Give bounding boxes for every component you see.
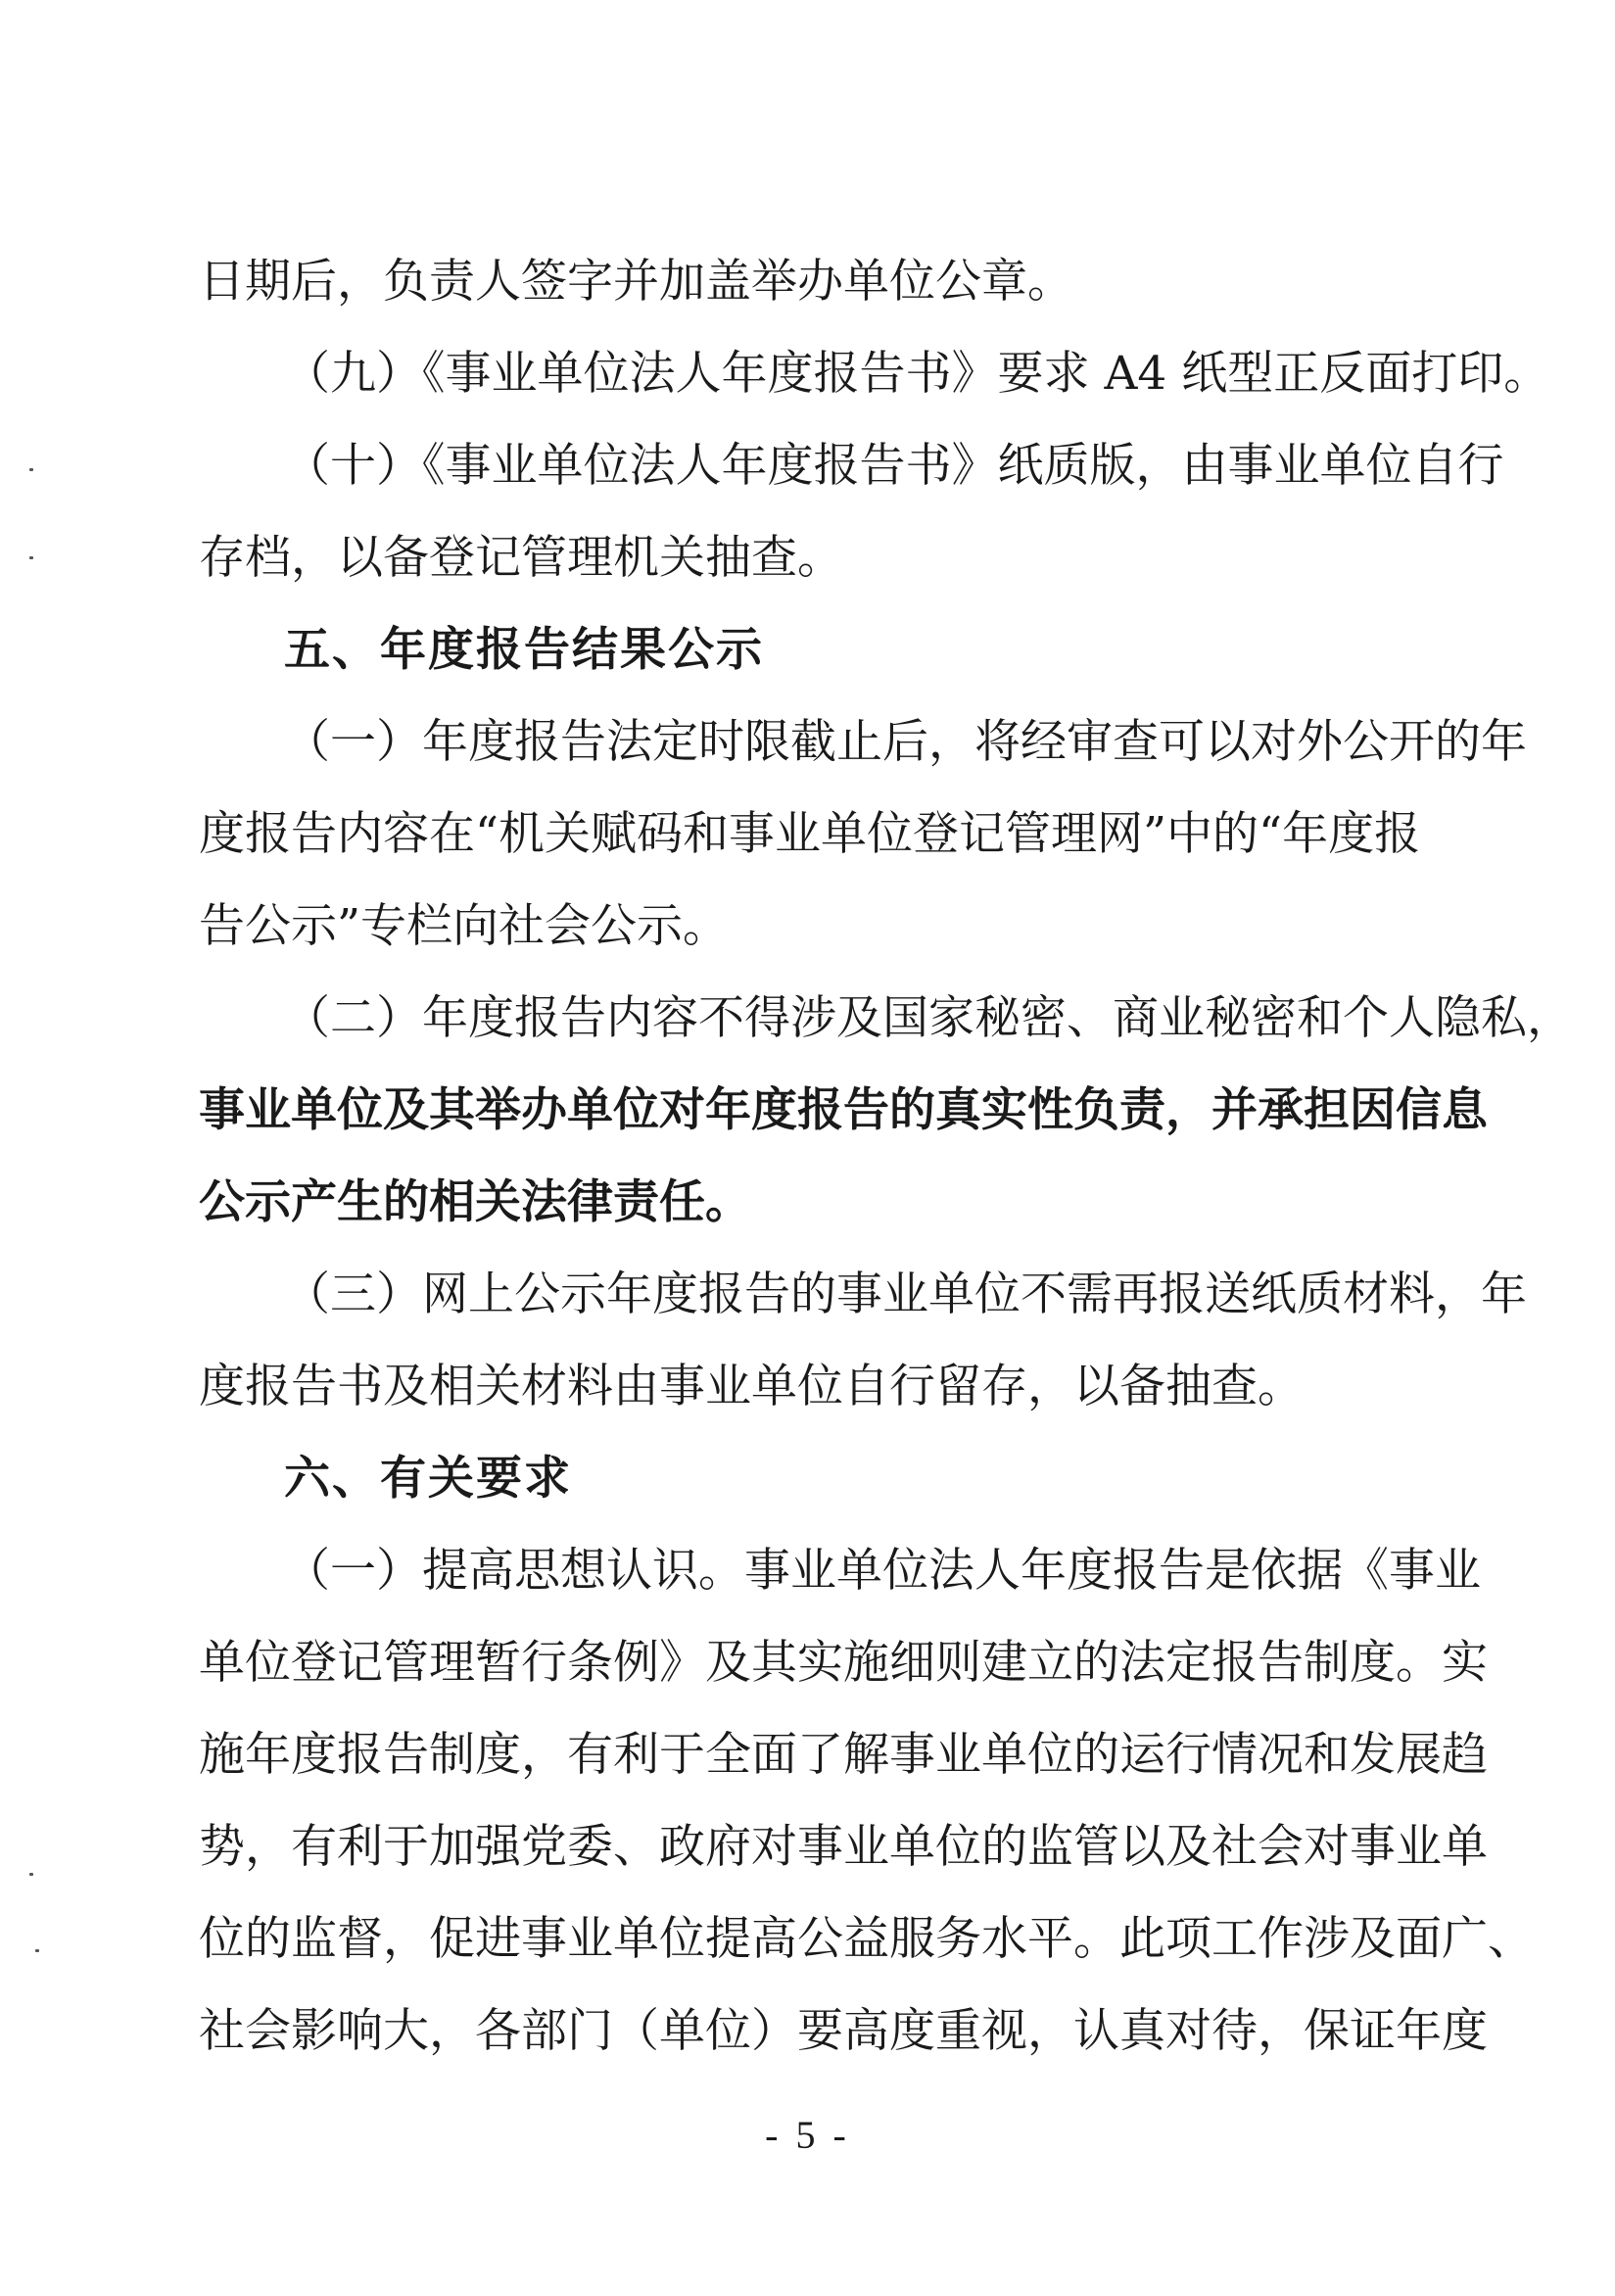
scan-speck	[29, 468, 33, 471]
paragraph-line: （一）年度报告法定时限截止后，将经审查可以对外公开的年	[284, 715, 1527, 769]
paragraph-line: 社会影响大，各部门（单位）要高度重视，认真对待，保证年度	[199, 2004, 1488, 2058]
paragraph-line: 施年度报告制度，有利于全面了解事业单位的运行情况和发展趋	[199, 1728, 1488, 1782]
scan-speck	[29, 1873, 33, 1876]
paragraph-line: 势，有利于加强党委、政府对事业单位的监管以及社会对事业单	[199, 1820, 1488, 1874]
paragraph-line: 告公示”专栏向社会公示。	[199, 899, 730, 953]
section-heading: 五、年度报告结果公示	[284, 623, 764, 677]
paragraph-line: （十）《事业单位法人年度报告书》纸质版，由事业单位自行	[284, 439, 1504, 493]
scan-speck	[35, 1949, 39, 1952]
section-heading: 六、有关要求	[284, 1452, 572, 1506]
paragraph-line: 日期后，负责人签字并加盖举办单位公章。	[199, 255, 1073, 309]
paragraph-line: 存档，以备登记管理机关抽查。	[199, 531, 843, 585]
paragraph-line: （九）《事业单位法人年度报告书》要求 A4 纸型正反面打印。	[284, 347, 1550, 401]
paragraph-line: 度报告书及相关材料由事业单位自行留存，以备抽查。	[199, 1360, 1304, 1413]
paragraph-line: （三）网上公示年度报告的事业单位不需再报送纸质材料，年	[284, 1268, 1527, 1321]
paragraph-line: （一）提高思想认识。事业单位法人年度报告是依据《事业	[284, 1544, 1481, 1598]
paragraph-line-bold: 事业单位及其举办单位对年度报告的真实性负责，并承担因信息	[199, 1083, 1488, 1137]
scan-speck	[29, 556, 33, 559]
paragraph-line: （二）年度报告内容不得涉及国家秘密、商业秘密和个人隐私，	[284, 991, 1573, 1045]
paragraph-line: 单位登记管理暂行条例》及其实施细则建立的法定报告制度。实	[199, 1636, 1488, 1690]
paragraph-line: 度报告内容在“机关赋码和事业单位登记管理网”中的“年度报	[199, 807, 1421, 861]
paragraph-line-bold: 公示产生的相关法律责任。	[199, 1175, 751, 1229]
page-number: - 5 -	[765, 2113, 850, 2157]
paragraph-line: 位的监督，促进事业单位提高公益服务水平。此项工作涉及面广、	[199, 1912, 1534, 1966]
